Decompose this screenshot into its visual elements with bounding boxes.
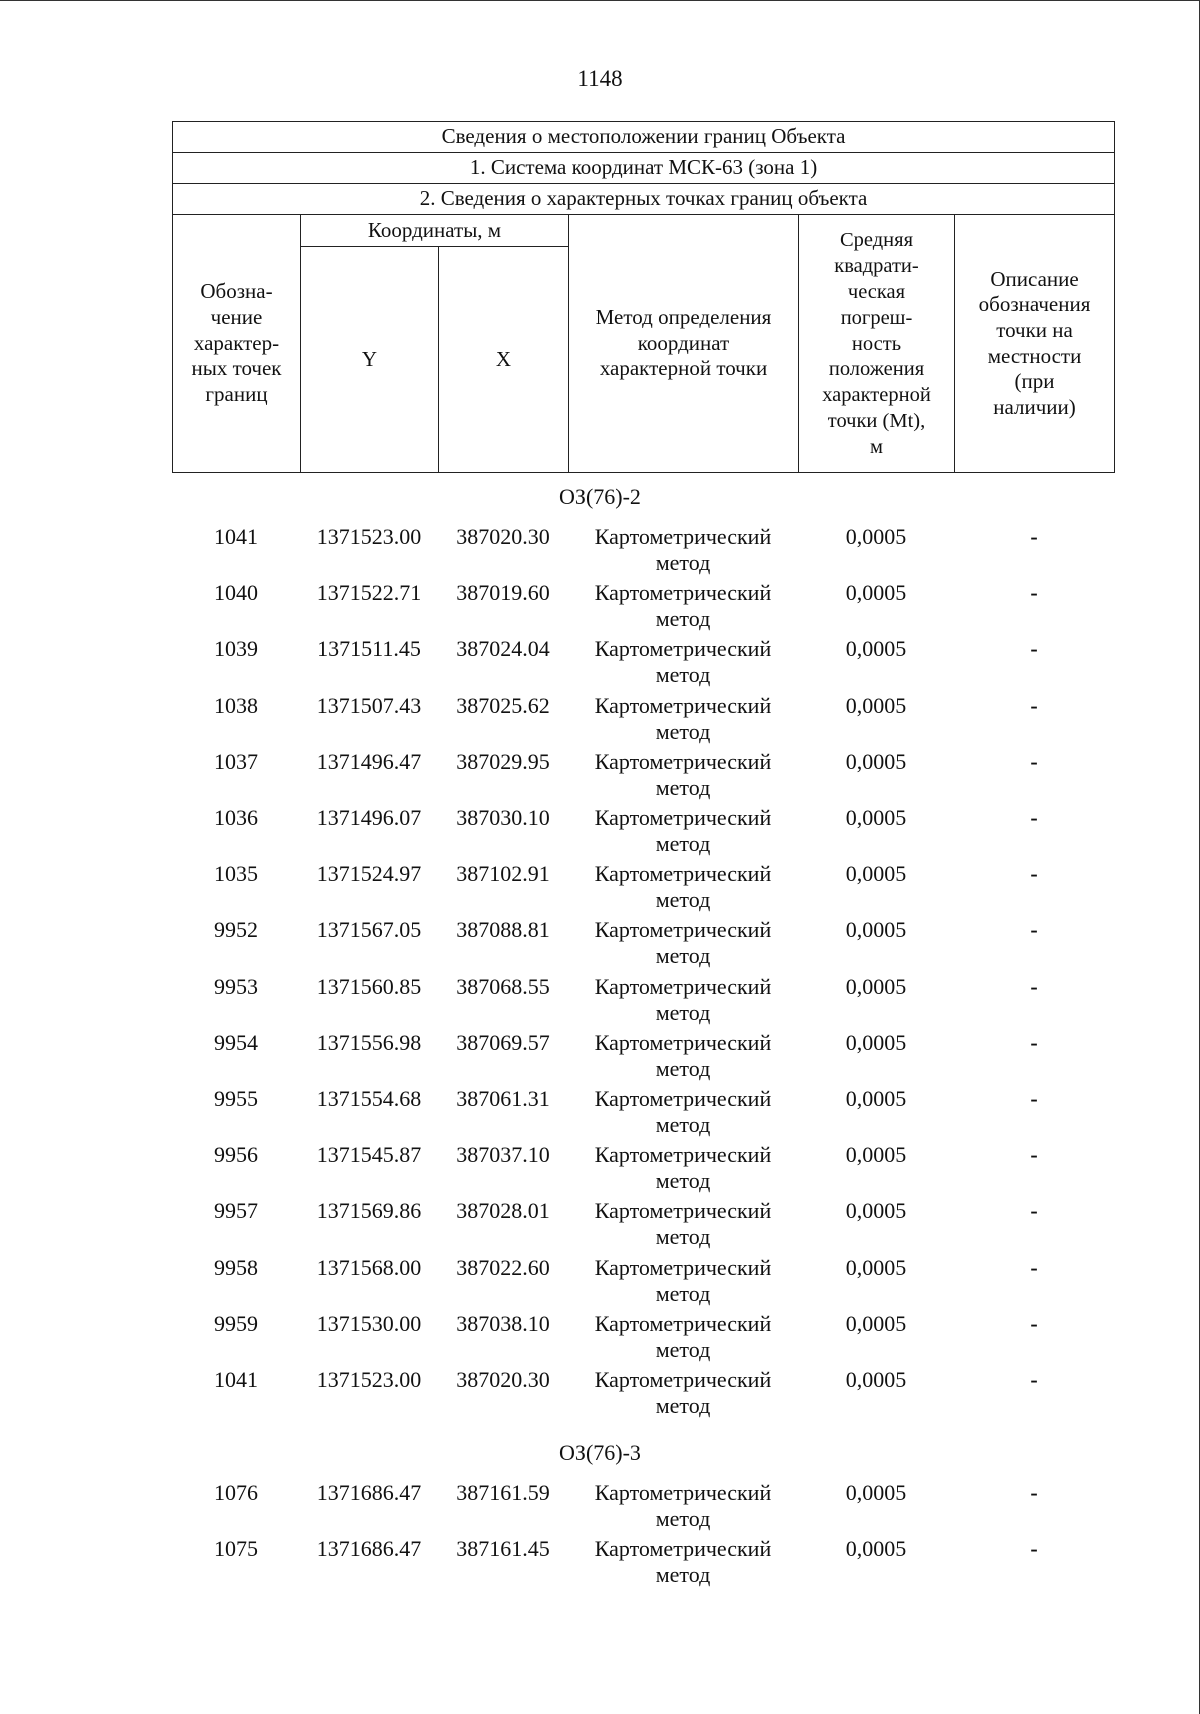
point-id: 9958 bbox=[214, 1254, 258, 1280]
point-id: 1075 bbox=[214, 1536, 258, 1561]
col-header-error: Средняя квадрати- ческая погреш- ность положения характерной точки (Mt), м bbox=[799, 215, 955, 473]
point-id: 9956 bbox=[214, 1142, 258, 1168]
method: Картометрический метод bbox=[594, 1480, 772, 1531]
error-value: 0,0005 bbox=[845, 805, 907, 830]
table-row bbox=[0, 861, 1200, 917]
coord-y: 1371556.98 bbox=[316, 1029, 422, 1055]
coord-y: 1371511.45 bbox=[317, 636, 421, 662]
coordinate-system: 1. Система координат МСК-63 (зона 1) bbox=[173, 153, 1115, 184]
error-value: 0,0005 bbox=[845, 748, 907, 774]
point-id: 1040 bbox=[214, 580, 258, 606]
method: Картометрический метод bbox=[594, 1029, 772, 1081]
table-row bbox=[0, 1086, 1200, 1142]
coord-x: 387068.55 bbox=[456, 973, 550, 999]
point-id: 1041 bbox=[214, 1367, 258, 1392]
description: - bbox=[1030, 692, 1038, 718]
coord-y: 1371686.47 bbox=[316, 1536, 422, 1561]
table-row bbox=[0, 1536, 1200, 1592]
error-value: 0,0005 bbox=[845, 524, 907, 549]
page-number: 1148 bbox=[577, 66, 623, 91]
point-id: 1038 bbox=[214, 692, 258, 718]
point-id: 9953 bbox=[214, 973, 258, 999]
coord-x: 387161.59 bbox=[456, 1480, 550, 1505]
col-header-id: Обозна- чение характер- ных точек границ bbox=[173, 215, 301, 473]
method: Картометрический метод bbox=[594, 861, 772, 913]
description: - bbox=[1030, 973, 1038, 999]
method: Картометрический метод bbox=[594, 1310, 772, 1362]
method: Картометрический метод bbox=[594, 1254, 772, 1306]
method: Картометрический метод bbox=[594, 692, 772, 744]
table-title: Сведения о местоположении границ Объекта bbox=[173, 122, 1115, 153]
coord-y: 1371560.85 bbox=[316, 973, 422, 999]
coord-y: 1371545.87 bbox=[316, 1142, 422, 1168]
col-header-y: Y bbox=[301, 247, 439, 473]
description: - bbox=[1030, 580, 1038, 606]
table-row bbox=[0, 1311, 1200, 1367]
table-row bbox=[0, 524, 1200, 580]
table-row bbox=[0, 1198, 1200, 1254]
error-value: 0,0005 bbox=[845, 1536, 907, 1561]
description: - bbox=[1030, 1254, 1038, 1280]
point-id: 1039 bbox=[214, 636, 258, 662]
coord-x: 387030.10 bbox=[456, 805, 550, 830]
coord-x: 387038.10 bbox=[456, 1310, 550, 1336]
description: - bbox=[1030, 917, 1038, 943]
table-row bbox=[0, 1367, 1200, 1423]
coord-x: 387161.45 bbox=[456, 1536, 550, 1561]
coord-y: 1371523.00 bbox=[316, 1367, 422, 1392]
table-row bbox=[0, 693, 1200, 749]
table-row bbox=[0, 1030, 1200, 1086]
coord-x: 387020.30 bbox=[456, 1367, 550, 1392]
table-row bbox=[0, 1255, 1200, 1311]
table-row bbox=[0, 636, 1200, 692]
coord-y: 1371686.47 bbox=[316, 1480, 422, 1505]
coord-y: 1371569.86 bbox=[316, 1198, 422, 1224]
point-id: 9954 bbox=[214, 1029, 258, 1055]
description: - bbox=[1030, 524, 1038, 549]
error-value: 0,0005 bbox=[845, 580, 907, 606]
method: Картометрический метод bbox=[594, 524, 772, 575]
coordinates-table-header bbox=[172, 121, 1115, 473]
description: - bbox=[1030, 1142, 1038, 1168]
error-value: 0,0005 bbox=[845, 917, 907, 943]
description: - bbox=[1030, 805, 1038, 830]
method: Картометрический метод bbox=[594, 1536, 772, 1587]
point-id: 1076 bbox=[214, 1480, 258, 1505]
point-id: 1041 bbox=[214, 524, 258, 549]
point-id: 1036 bbox=[214, 805, 258, 830]
method: Картометрический метод bbox=[594, 1198, 772, 1250]
col-header-description: Описание обозначения точки на местности (при наличии) bbox=[955, 215, 1115, 473]
description: - bbox=[1030, 636, 1038, 662]
method: Картометрический метод bbox=[594, 973, 772, 1025]
method: Картометрический метод bbox=[594, 1086, 772, 1137]
coord-y: 1371530.00 bbox=[316, 1310, 422, 1336]
description: - bbox=[1030, 1536, 1038, 1561]
error-value: 0,0005 bbox=[845, 636, 907, 662]
coord-y: 1371568.00 bbox=[316, 1254, 422, 1280]
coord-x: 387088.81 bbox=[456, 917, 550, 943]
coord-y: 1371507.43 bbox=[316, 692, 422, 718]
col-header-method: Метод определения координат характерной точки bbox=[569, 215, 799, 473]
description: - bbox=[1030, 748, 1038, 774]
col-header-x: X bbox=[439, 247, 569, 473]
coord-x: 387037.10 bbox=[456, 1142, 550, 1168]
point-id: 9957 bbox=[214, 1198, 258, 1224]
coord-y: 1371524.97 bbox=[316, 861, 422, 887]
coord-x: 387069.57 bbox=[456, 1029, 550, 1055]
coord-y: 1371496.47 bbox=[316, 748, 422, 774]
error-value: 0,0005 bbox=[845, 1142, 907, 1168]
error-value: 0,0005 bbox=[845, 1198, 907, 1224]
table-row bbox=[0, 1142, 1200, 1198]
error-value: 0,0005 bbox=[845, 1310, 907, 1336]
coord-x: 387029.95 bbox=[456, 748, 550, 774]
error-value: 0,0005 bbox=[845, 1254, 907, 1280]
points-title: 2. Сведения о характерных точках границ объекта bbox=[173, 184, 1115, 215]
error-value: 0,0005 bbox=[845, 1029, 907, 1055]
method: Картометрический метод bbox=[594, 1142, 772, 1194]
method: Картометрический метод bbox=[594, 917, 772, 969]
point-id: 1037 bbox=[214, 748, 258, 774]
error-value: 0,0005 bbox=[845, 1480, 907, 1505]
point-id: 9952 bbox=[214, 917, 258, 943]
coord-y: 1371496.07 bbox=[316, 805, 422, 830]
coord-x: 387025.62 bbox=[456, 692, 550, 718]
coord-y: 1371567.05 bbox=[316, 917, 422, 943]
table-row bbox=[0, 749, 1200, 805]
method: Картометрический метод bbox=[594, 580, 772, 632]
table-row bbox=[0, 1480, 1200, 1536]
table-row bbox=[0, 917, 1200, 973]
coord-x: 387020.30 bbox=[456, 524, 550, 549]
col-header-coords: Координаты, м bbox=[301, 215, 569, 247]
coord-x: 387022.60 bbox=[456, 1254, 550, 1280]
description: - bbox=[1030, 1480, 1038, 1505]
error-value: 0,0005 bbox=[845, 1086, 907, 1111]
description: - bbox=[1030, 1086, 1038, 1111]
section-title: ОЗ(76)-2 bbox=[559, 484, 641, 509]
method: Картометрический метод bbox=[594, 805, 772, 856]
error-value: 0,0005 bbox=[845, 692, 907, 718]
description: - bbox=[1030, 1198, 1038, 1224]
method: Картометрический метод bbox=[594, 1367, 772, 1418]
table-row bbox=[0, 805, 1200, 861]
point-id: 1035 bbox=[214, 861, 258, 887]
description: - bbox=[1030, 861, 1038, 887]
description: - bbox=[1030, 1029, 1038, 1055]
point-id: 9955 bbox=[214, 1086, 258, 1111]
coord-x: 387102.91 bbox=[456, 861, 550, 887]
error-value: 0,0005 bbox=[845, 973, 907, 999]
description: - bbox=[1030, 1367, 1038, 1392]
coord-y: 1371523.00 bbox=[316, 524, 422, 549]
method: Картометрический метод bbox=[594, 636, 772, 688]
description: - bbox=[1030, 1310, 1038, 1336]
table-row bbox=[0, 580, 1200, 636]
coord-x: 387024.04 bbox=[456, 636, 550, 662]
coord-y: 1371554.68 bbox=[316, 1086, 422, 1111]
coord-y: 1371522.71 bbox=[316, 580, 422, 606]
point-id: 9959 bbox=[214, 1310, 258, 1336]
method: Картометрический метод bbox=[594, 748, 772, 800]
table-row bbox=[0, 974, 1200, 1030]
coord-x: 387019.60 bbox=[456, 580, 550, 606]
coord-x: 387061.31 bbox=[456, 1086, 550, 1111]
error-value: 0,0005 bbox=[845, 861, 907, 887]
coord-x: 387028.01 bbox=[456, 1198, 550, 1224]
section-title: ОЗ(76)-3 bbox=[559, 1440, 641, 1465]
error-value: 0,0005 bbox=[845, 1367, 907, 1392]
